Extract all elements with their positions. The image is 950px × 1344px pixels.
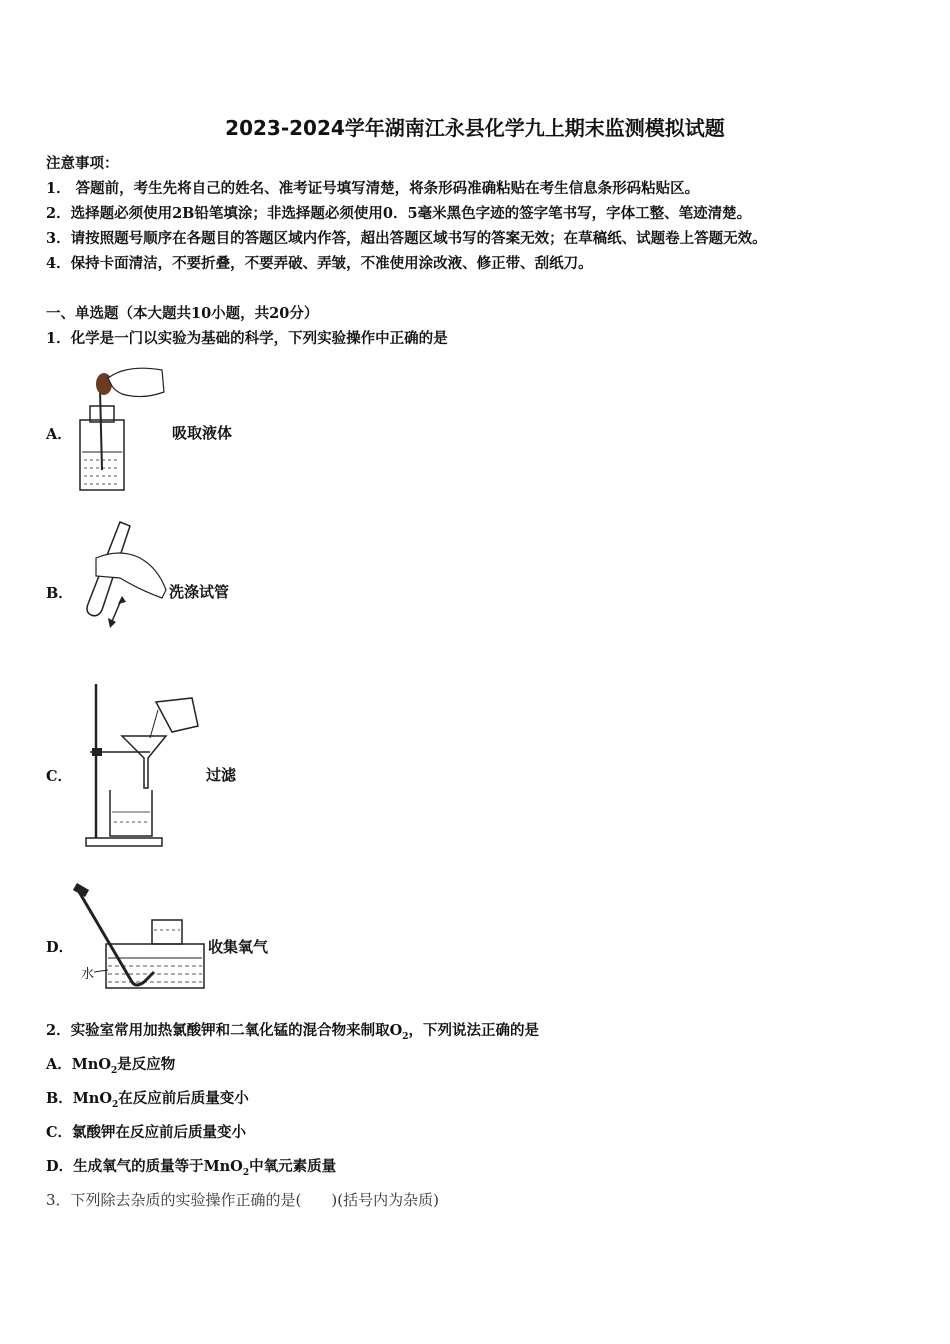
q1-option-b-letter: B． bbox=[46, 585, 73, 602]
q2-option-b: B．MnO$_2$在反应前后质量变小 bbox=[46, 1090, 249, 1110]
q2-stem: 2．实验室常用加热氯酸钾和二氧化锰的混合物来制取$O_2$，下列说法正确的是 bbox=[46, 1022, 539, 1042]
notice-heading: 注意事项： bbox=[46, 155, 119, 172]
q1-option-a-letter: A． bbox=[46, 426, 72, 443]
q1-option-d-label: 收集氧气 bbox=[208, 938, 269, 956]
test-tube-washing-figure bbox=[80, 518, 172, 630]
page-title: 2023-2024学年湖南江永县化学九上期末监测模拟试题 bbox=[225, 116, 725, 140]
notice-item-1: 1． 答题前，考生先将自己的姓名、准考证号填写清楚，将条形码准确粘贴在考生信息条形码粘贴区。 bbox=[46, 180, 700, 197]
section-heading: 一、单选题（本大题共10小题，共20分） bbox=[46, 305, 319, 322]
notice-item-4: 4．保持卡面清洁，不要折叠，不要弄破、弄皱，不准使用涂改液、修正带、刮纸刀。 bbox=[46, 255, 593, 272]
notice-item-2: 2．选择题必须使用2B铅笔填涂；非选择题必须使用0．5毫米黑色字迹的签字笔书写，字体工整、笔迹清楚。 bbox=[46, 205, 752, 222]
q2-option-d: D．生成氧气的质量等于MnO$_2$中氧元素质量 bbox=[46, 1158, 337, 1178]
q1-option-b-label: 洗涤试管 bbox=[169, 583, 230, 601]
q2-option-a: A．MnO$_2$是反应物 bbox=[46, 1056, 176, 1076]
q1-option-c-letter: C． bbox=[46, 768, 73, 785]
q1-option-c-label: 过滤 bbox=[206, 766, 237, 784]
q1-stem: 1．化学是一门以实验为基础的科学，下列实验操作中正确的是 bbox=[46, 330, 448, 347]
dropper-bottle-figure bbox=[72, 360, 172, 495]
q2-option-c: C．氯酸钾在反应前后质量变小 bbox=[46, 1124, 247, 1141]
q1-option-d-letter: D． bbox=[46, 939, 74, 956]
filtration-figure bbox=[80, 680, 206, 852]
q3-stem: 3．下列除去杂质的实验操作正确的是( )(括号内为杂质) bbox=[46, 1191, 439, 1209]
water-label: 水 bbox=[81, 967, 95, 982]
notice-item-3: 3．请按照题号顺序在各题目的答题区域内作答，超出答题区域书写的答案无效；在草稿纸、试题卷上答题无效。 bbox=[46, 230, 767, 247]
q1-option-a-label: 吸取液体 bbox=[172, 424, 233, 442]
